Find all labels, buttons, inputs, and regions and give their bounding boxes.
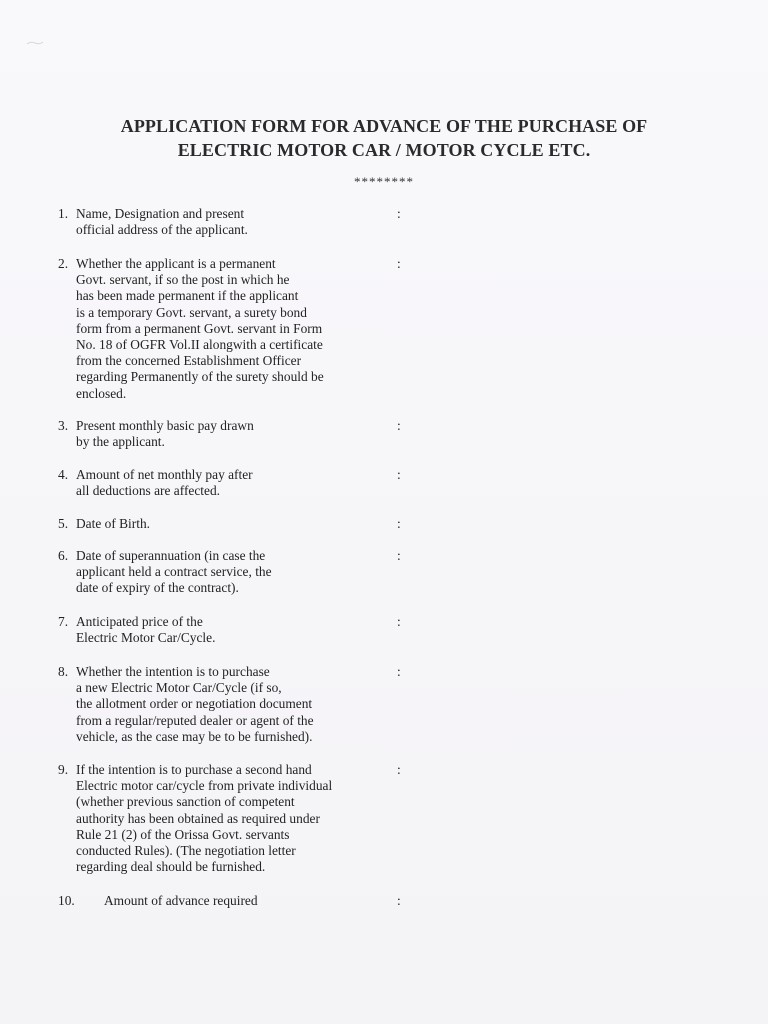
item-label-line: Anticipated price of the: [76, 614, 203, 629]
item-label-line: authority has been obtained as required under: [76, 810, 320, 826]
item-label-line: the allotment order or negotiation document: [76, 696, 313, 712]
item-colon: :: [397, 206, 401, 221]
item-number: 4.: [58, 467, 69, 482]
item-label-line: from the concerned Establishment Officer: [76, 353, 302, 369]
item-number: 9.: [58, 762, 69, 777]
form-title-line-2: ELECTRIC MOTOR CAR / MOTOR CYCLE ETC.: [177, 140, 591, 160]
item-label-line: from a regular/reputed dealer or agent of the: [76, 712, 314, 728]
item-label-line: Electric Motor Car/Cycle.: [76, 630, 216, 646]
item-colon: :: [397, 516, 401, 531]
item-label: [104, 893, 404, 909]
item-label-line: official address of the applicant.: [76, 222, 248, 238]
item-number: 2.: [58, 256, 69, 271]
item-label-line: Whether the intention is to purchase: [76, 664, 270, 679]
item-label-line: Electric motor car/cycle from private individual: [76, 778, 333, 794]
item-label-line: Whether the applicant is a permanent: [76, 256, 276, 271]
item-colon: :: [397, 418, 401, 433]
scan-smudge-mark: [26, 40, 44, 46]
item-label-line: No. 18 of OGFR Vol.II alongwith a certificate: [76, 337, 323, 353]
item-label-line: all deductions are affected.: [76, 483, 221, 499]
item-label-line: Govt. servant, if so the post in which he: [76, 272, 290, 288]
item-label-line: Date of superannuation (in case the: [76, 548, 266, 563]
item-label-line: Present monthly basic pay drawn: [76, 418, 254, 433]
item-number: 1.: [58, 206, 69, 221]
item-label: [76, 614, 376, 646]
item-label: [76, 548, 376, 597]
item-colon: :: [397, 893, 401, 908]
item-label-line: is a temporary Govt. servant, a surety bond: [76, 304, 307, 320]
item-label-line: Date of Birth.: [76, 516, 151, 531]
item-label-line: a new Electric Motor Car/Cycle (if so,: [76, 680, 282, 696]
item-colon: :: [397, 467, 401, 482]
item-label: [76, 467, 376, 499]
item-label: [76, 256, 376, 402]
item-number: 8.: [58, 664, 69, 679]
title-separator: ********: [354, 174, 414, 189]
item-label: [76, 206, 376, 238]
item-colon: :: [397, 548, 401, 563]
item-colon: :: [397, 256, 401, 271]
item-label-line: If the intention is to purchase a second hand: [76, 762, 312, 777]
item-label-line: Name, Designation and present: [76, 206, 245, 221]
item-label-line: Amount of advance required: [104, 893, 258, 908]
item-label-line: applicant held a contract service, the: [76, 564, 272, 580]
item-number: 10.: [58, 893, 75, 908]
item-label: [76, 516, 376, 532]
item-label-line: regarding Permanently of the surety should be: [76, 369, 324, 385]
item-label-line: vehicle, as the case may be to be furnished).: [76, 728, 313, 744]
item-label-line: enclosed.: [76, 385, 127, 401]
item-label-line: has been made permanent if the applicant: [76, 288, 299, 304]
item-label-line: Rule 21 (2) of the Orissa Govt. servants: [76, 826, 290, 842]
item-label: [76, 664, 376, 745]
item-number: 7.: [58, 614, 69, 629]
item-label-line: Amount of net monthly pay after: [76, 467, 253, 482]
item-label-line: date of expiry of the contract).: [76, 580, 239, 596]
item-number: 5.: [58, 516, 69, 531]
item-number: 6.: [58, 548, 69, 563]
item-label: [76, 418, 376, 450]
item-label-line: by the applicant.: [76, 434, 165, 450]
item-number: 3.: [58, 418, 69, 433]
item-label-line: conducted Rules). (The negotiation letter: [76, 843, 296, 859]
item-colon: :: [397, 614, 401, 629]
item-label-line: regarding deal should be furnished.: [76, 859, 266, 875]
item-label: [76, 762, 376, 875]
item-label-line: (whether previous sanction of competent: [76, 794, 295, 810]
item-colon: :: [397, 762, 401, 777]
form-title-line-1: APPLICATION FORM FOR ADVANCE OF THE PURCHASE OF: [120, 116, 648, 136]
item-label-line: form from a permanent Govt. servant in Form: [76, 320, 323, 336]
item-colon: :: [397, 664, 401, 679]
